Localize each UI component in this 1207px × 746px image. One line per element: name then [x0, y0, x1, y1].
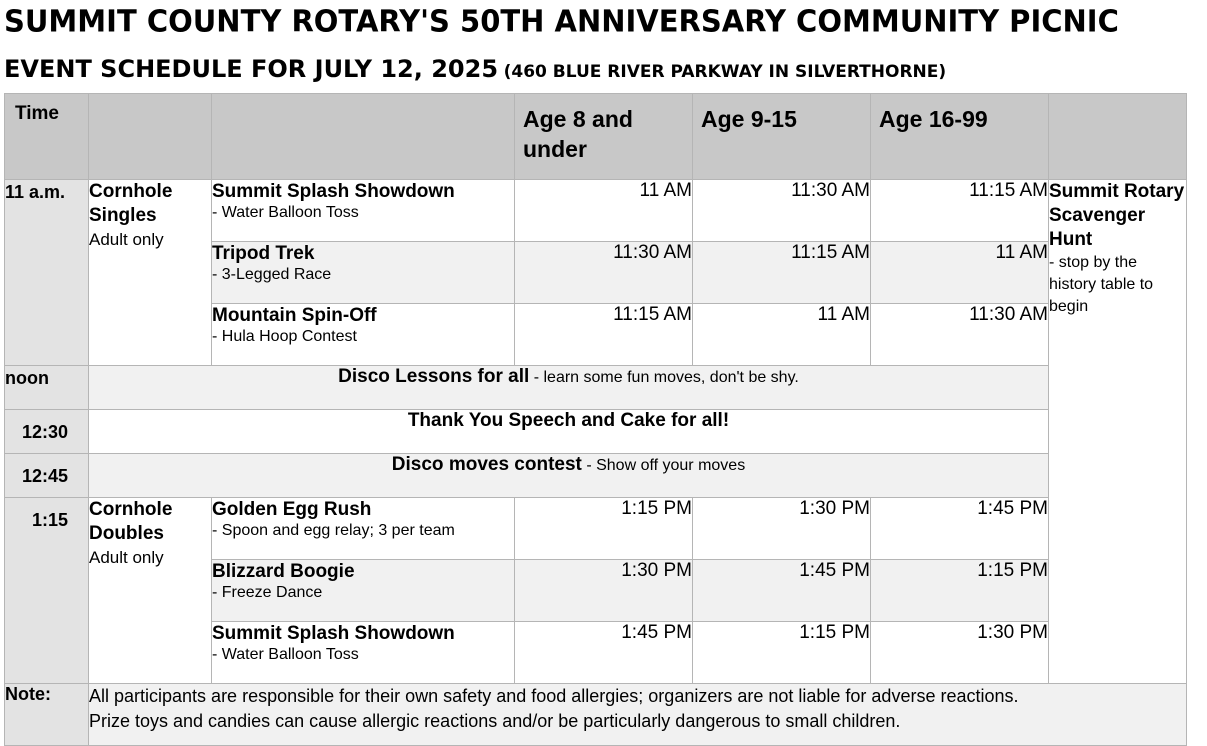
event-subtitle — [4, 52, 946, 88]
time-age-1: 1:15 PM — [515, 498, 693, 560]
scavenger-hunt-cell — [1049, 180, 1187, 684]
time-age-1: 11 AM — [515, 180, 693, 242]
time-age-1: 1:45 PM — [515, 622, 693, 684]
header-time: Time — [5, 94, 89, 180]
span-event-title: Thank You Speech and Cake for all! — [407, 410, 730, 431]
time-cell: 11 a.m. — [5, 180, 89, 366]
time-age-2: 1:15 PM — [693, 622, 871, 684]
header-age-2: Age 9-15 — [693, 94, 871, 180]
span-event-cell — [89, 366, 1049, 410]
span-event-cell — [89, 454, 1049, 498]
note-line-1: All participants are responsible for their own safety and food allergies; organizers are not liable for adverse reactions. — [89, 686, 1019, 706]
time-age-1: 11:15 AM — [515, 304, 693, 366]
time-age-2: 11:30 AM — [693, 180, 871, 242]
time-age-1: 1:30 PM — [515, 560, 693, 622]
event-cell — [212, 560, 515, 622]
event-name: Summit Splash Showdown — [212, 181, 455, 202]
time-cell: 12:45 — [5, 454, 89, 498]
note-text — [89, 684, 1187, 746]
time-age-2: 1:30 PM — [693, 498, 871, 560]
span-event-note: - learn some fun moves, don't be shy. — [529, 369, 799, 386]
time-age-3: 1:15 PM — [871, 560, 1049, 622]
event-name: Golden Egg Rush — [212, 499, 372, 520]
span-event-title: Disco moves contest — [391, 454, 582, 475]
time-cell: noon — [5, 366, 89, 410]
event-desc: - Water Balloon Toss — [212, 646, 359, 663]
event-desc: - 3-Legged Race — [212, 266, 332, 283]
table-row — [5, 180, 1187, 242]
note-row — [5, 684, 1187, 746]
category-name: Cornhole Doubles — [89, 499, 173, 544]
event-cell — [212, 242, 515, 304]
time-cell: 12:30 — [5, 410, 89, 454]
event-name: Mountain Spin-Off — [212, 305, 377, 326]
event-cell — [212, 180, 515, 242]
time-cell: 1:15 — [5, 498, 89, 684]
event-name: Blizzard Boogie — [212, 561, 355, 582]
header-age-3: Age 16-99 — [871, 94, 1049, 180]
scavenger-hunt-name: Summit Rotary Scavenger Hunt — [1049, 181, 1185, 250]
header-blank-event — [212, 94, 515, 180]
table-row — [5, 498, 1187, 560]
category-cell — [89, 498, 212, 684]
time-age-2: 11 AM — [693, 304, 871, 366]
event-cell — [212, 498, 515, 560]
time-age-3: 11:15 AM — [871, 180, 1049, 242]
span-event-note: - Show off your moves — [581, 457, 746, 474]
scavenger-hunt-desc: - stop by the history table to begin — [1049, 254, 1154, 315]
category-name: Cornhole Singles — [89, 181, 173, 226]
event-desc: - Hula Hoop Contest — [212, 328, 357, 345]
schedule-table — [4, 93, 1187, 746]
event-name: Summit Splash Showdown — [212, 623, 455, 644]
header-blank-hunt — [1049, 94, 1187, 180]
header-row — [5, 94, 1187, 180]
event-desc: - Spoon and egg relay; 3 per team — [212, 522, 455, 539]
time-age-3: 11 AM — [871, 242, 1049, 304]
event-cell — [212, 622, 515, 684]
table-row — [5, 454, 1187, 498]
time-age-3: 1:30 PM — [871, 622, 1049, 684]
event-desc: - Water Balloon Toss — [212, 204, 359, 221]
span-event-title: Disco Lessons for all — [338, 366, 530, 387]
category-note: Adult only — [89, 230, 164, 249]
event-desc: - Freeze Dance — [212, 584, 323, 601]
event-date: EVENT SCHEDULE FOR JULY 12, 2025 — [4, 55, 499, 83]
time-age-3: 11:30 AM — [871, 304, 1049, 366]
event-location: (460 BLUE RIVER PARKWAY IN SILVERTHORNE) — [503, 62, 947, 82]
header-age-1: Age 8 and under — [515, 94, 693, 180]
time-age-2: 1:45 PM — [693, 560, 871, 622]
category-note: Adult only — [89, 548, 164, 567]
table-row — [5, 410, 1187, 454]
note-label: Note: — [5, 684, 89, 746]
category-cell — [89, 180, 212, 366]
time-age-3: 1:45 PM — [871, 498, 1049, 560]
time-age-2: 11:15 AM — [693, 242, 871, 304]
table-row — [5, 366, 1187, 410]
event-cell — [212, 304, 515, 366]
page-title: SUMMIT COUNTY ROTARY'S 50TH ANNIVERSARY COMMUNITY PICNIC — [4, 3, 1119, 39]
span-event-cell — [89, 410, 1049, 454]
note-line-2: Prize toys and candies can cause allergic reactions and/or be particularly dangerous to small children. — [89, 711, 901, 731]
time-age-1: 11:30 AM — [515, 242, 693, 304]
header-blank-category — [89, 94, 212, 180]
event-name: Tripod Trek — [212, 243, 315, 264]
